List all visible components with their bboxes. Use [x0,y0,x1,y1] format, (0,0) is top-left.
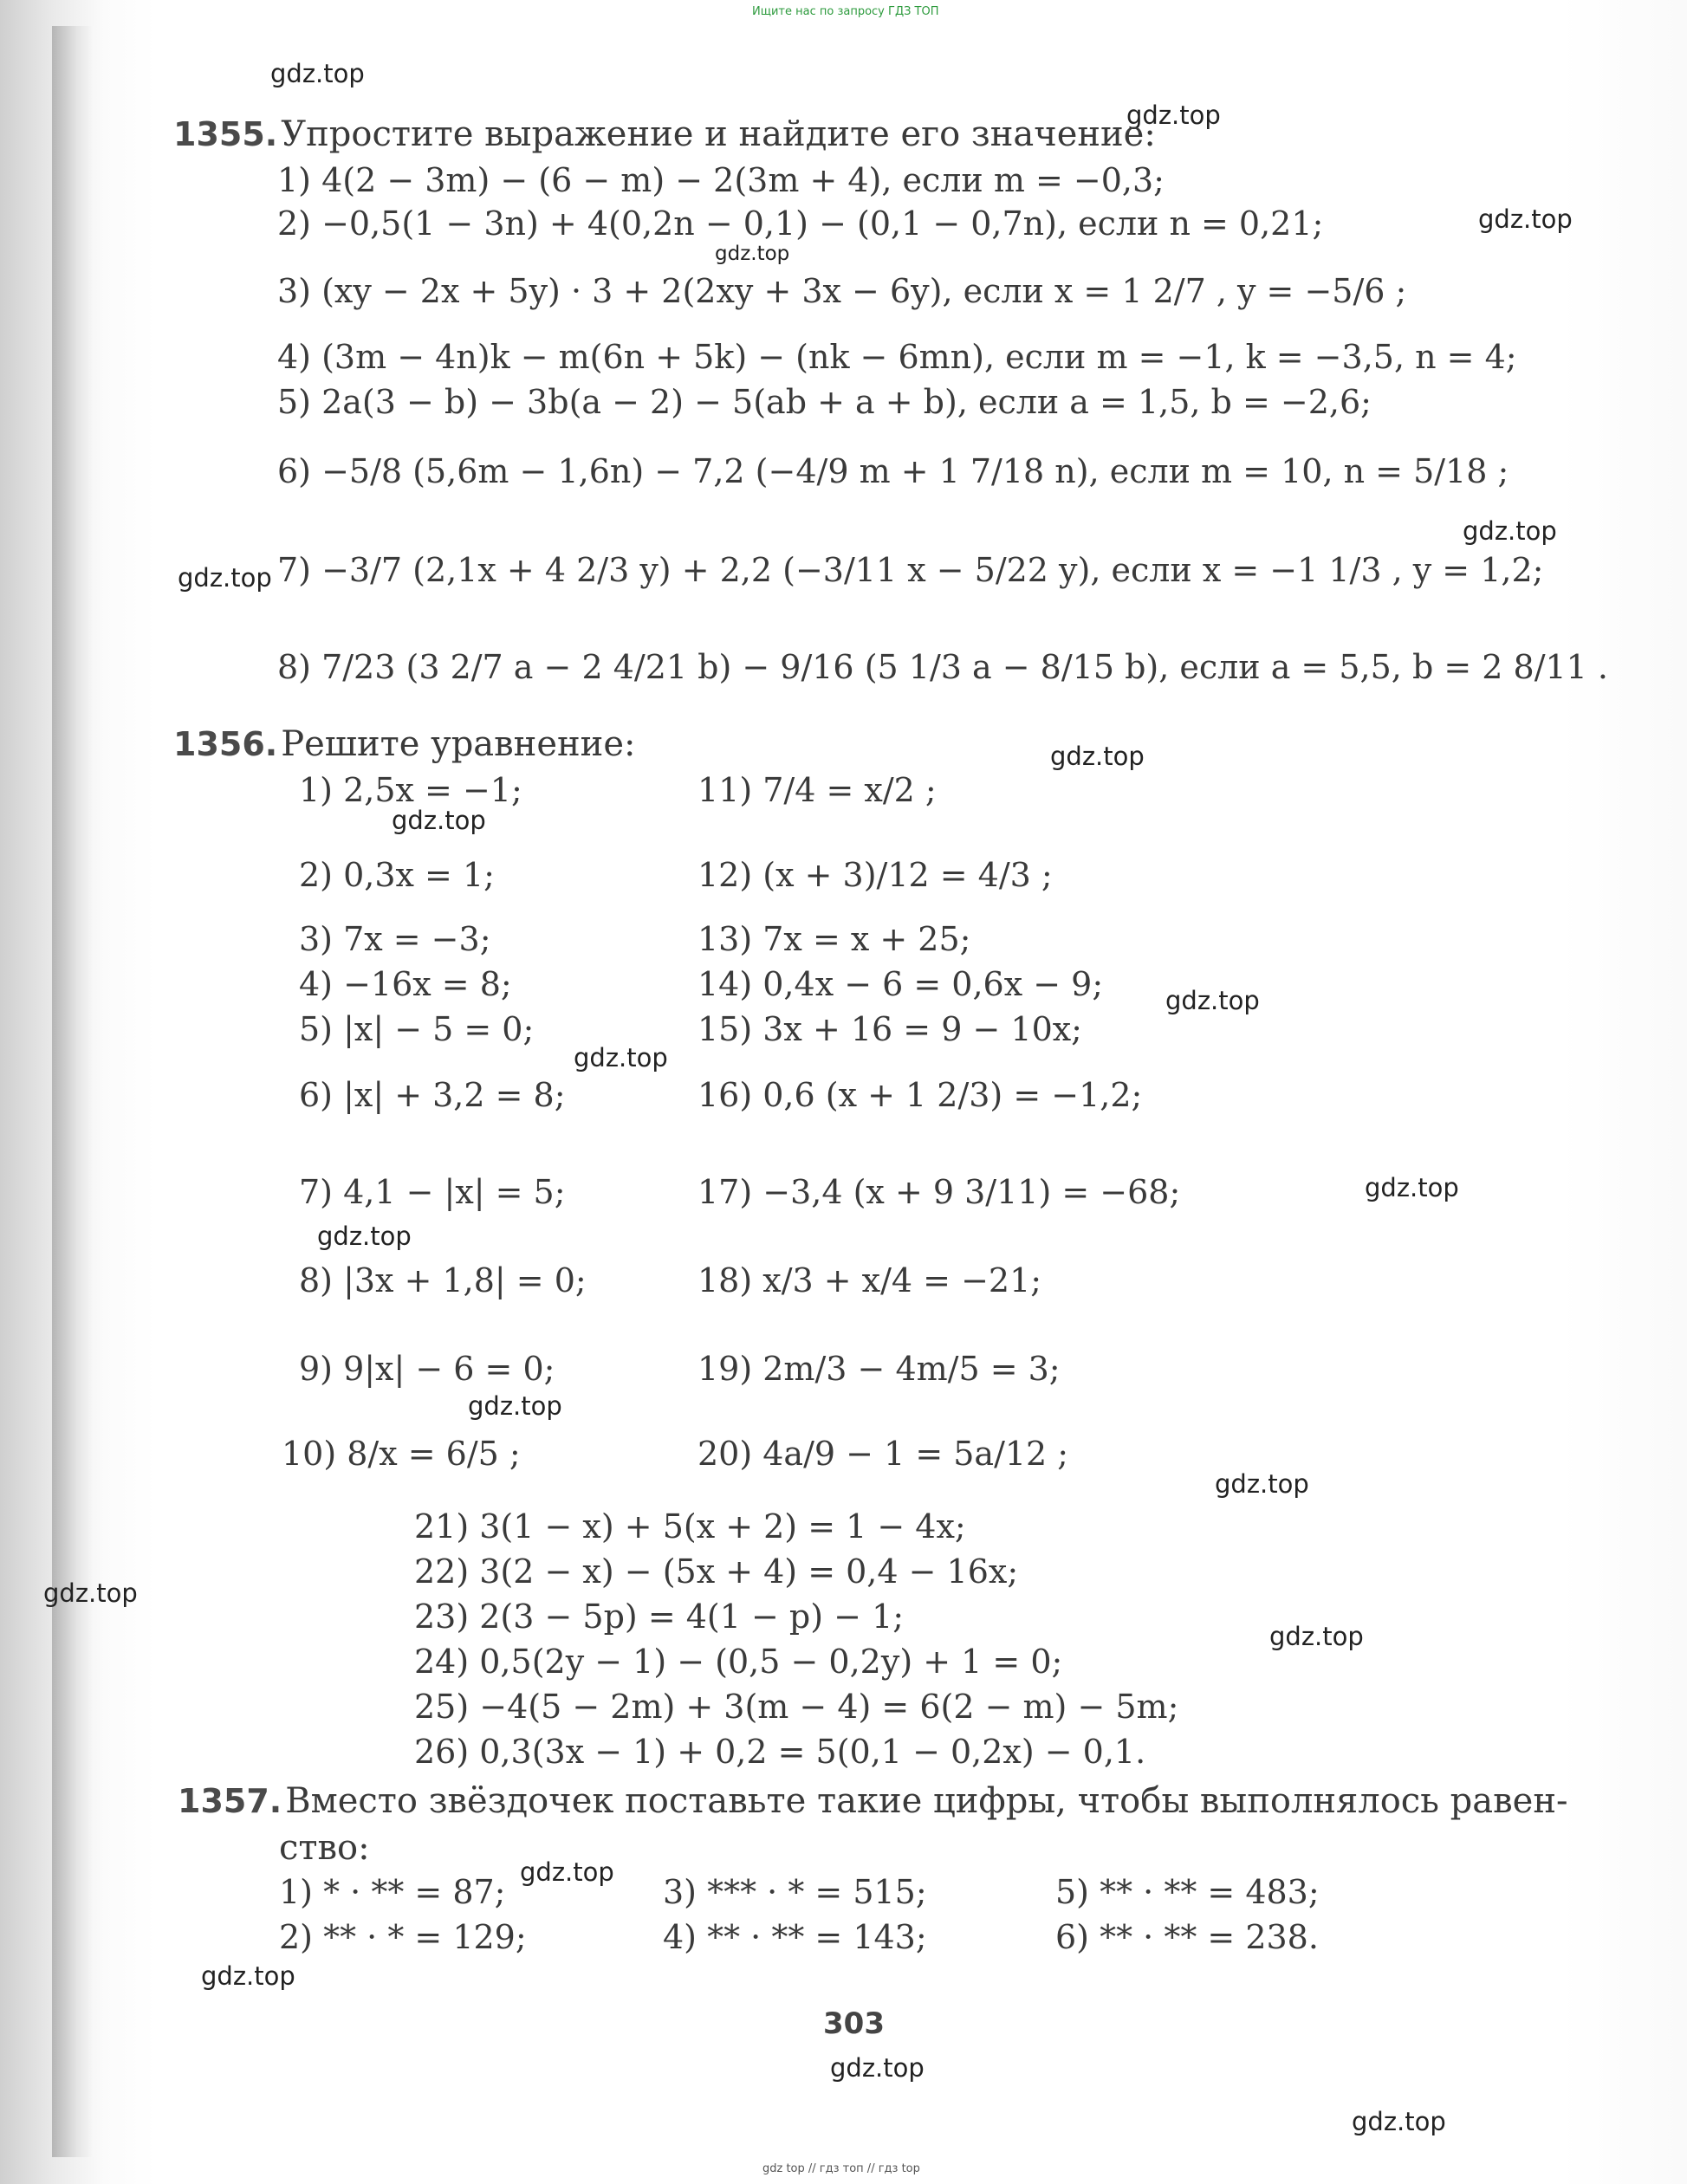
problem-title: Решите уравнение: [281,724,636,764]
problem-item: 3) (xy − 2x + 5y) · 3 + 2(2xy + 3x − 6y), если x = 1 2/7 , y = −5/6 ; [277,272,1407,310]
digit-puzzle: 4) ** · ** = 143; [663,1918,927,1956]
watermark: gdz.top [830,2053,925,2083]
equation: 14) 0,4x − 6 = 0,6x − 9; [698,965,1104,1003]
equation: 7) 4,1 − |x| = 5; [299,1173,566,1211]
equation: 5) |x| − 5 = 0; [299,1010,535,1048]
digit-puzzle: 6) ** · ** = 238. [1055,1918,1319,1956]
problem-1355-header [173,114,1156,154]
equation: 24) 0,5(2y − 1) − (0,5 − 0,2y) + 1 = 0; [414,1643,1063,1681]
equation: 2) 0,3x = 1; [299,856,495,894]
watermark: gdz.top [520,1857,614,1887]
equation: 6) |x| + 3,2 = 8; [299,1076,566,1114]
equation: 12) (x + 3)/12 = 4/3 ; [698,856,1053,894]
digit-puzzle: 3) *** · * = 515; [663,1873,927,1911]
watermark: gdz.top [201,1961,295,1991]
watermark: gdz.top [468,1391,562,1421]
problem-title: Упростите выражение и найдите его значение: [281,114,1156,154]
problem-1357-header [178,1781,1568,1821]
equation: 13) 7x = x + 25; [698,920,971,958]
problem-item: 7) −3/7 (2,1x + 4 2/3 y) + 2,2 (−3/11 x − 5/22 y), если x = −1 1/3 , y = 1,2; [277,551,1544,589]
equation: 22) 3(2 − x) − (5x + 4) = 0,4 − 16x; [414,1552,1019,1591]
equation: 1) 2,5x = −1; [299,771,522,809]
equation: 17) −3,4 (x + 9 3/11) = −68; [698,1173,1181,1211]
equation: 4) −16x = 8; [299,965,512,1003]
watermark: gdz.top [43,1578,138,1608]
watermark: gdz.top [1165,986,1260,1015]
digit-puzzle: 1) * · ** = 87; [279,1873,506,1911]
footer-note: gdz top // гдз топ // гдз top [762,2162,920,2175]
watermark: gdz.top [715,243,790,265]
equation: 15) 3x + 16 = 9 − 10x; [698,1010,1082,1048]
book-spine-shadow [52,26,94,2157]
watermark: gdz.top [1463,516,1557,546]
watermark: gdz.top [1269,1622,1364,1651]
problem-title-continued: ство: [279,1828,370,1868]
watermark: gdz.top [392,806,486,835]
watermark: gdz.top [317,1222,412,1251]
watermark: gdz.top [270,59,365,88]
watermark: gdz.top [1215,1469,1309,1499]
problem-item: 6) −5/8 (5,6m − 1,6n) − 7,2 (−4/9 m + 1 7/18 n), если m = 10, n = 5/18 ; [277,452,1509,490]
problem-number: 1356. [173,725,278,763]
problem-number: 1355. [173,115,278,153]
equation: 11) 7/4 = x/2 ; [698,771,937,809]
equation: 8) |3x + 1,8| = 0; [299,1261,587,1299]
watermark: gdz.top [1050,742,1145,771]
problem-number: 1357. [178,1782,282,1820]
equation: 21) 3(1 − x) + 5(x + 2) = 1 − 4x; [414,1507,966,1546]
equation: 25) −4(5 − 2m) + 3(m − 4) = 6(2 − m) − 5m; [414,1688,1179,1726]
problem-item: 1) 4(2 − 3m) − (6 − m) − 2(3m + 4), если m = −0,3; [277,161,1165,199]
equation: 16) 0,6 (x + 1 2/3) = −1,2; [698,1076,1143,1114]
equation: 3) 7x = −3; [299,920,491,958]
equation: 18) x/3 + x/4 = −21; [698,1261,1042,1299]
equation: 19) 2m/3 − 4m/5 = 3; [698,1350,1061,1388]
problem-1356-header [173,724,635,764]
watermark: gdz.top [574,1043,668,1073]
equation: 26) 0,3(3x − 1) + 0,2 = 5(0,1 − 0,2x) − 0,1. [414,1733,1146,1771]
equation: 23) 2(3 − 5p) = 4(1 − p) − 1; [414,1597,905,1636]
digit-puzzle: 2) ** · * = 129; [279,1918,527,1956]
equation: 9) 9|x| − 6 = 0; [299,1350,555,1388]
watermark: gdz.top [1126,100,1221,130]
digit-puzzle: 5) ** · ** = 483; [1055,1873,1320,1911]
equation: 10) 8/x = 6/5 ; [282,1435,521,1473]
problem-item: 2) −0,5(1 − 3n) + 4(0,2n − 0,1) − (0,1 − 0,7n), если n = 0,21; [277,204,1324,243]
equation: 20) 4a/9 − 1 = 5a/12 ; [698,1435,1069,1473]
page-number: 303 [823,2006,885,2041]
watermark: gdz.top [1365,1173,1459,1202]
problem-item: 8) 7/23 (3 2/7 a − 2 4/21 b) − 9/16 (5 1/3 a − 8/15 b), если a = 5,5, b = 2 8/11 . [277,648,1609,686]
problem-item: 4) (3m − 4n)k − m(6n + 5k) − (nk − 6mn), если m = −1, k = −3,5, n = 4; [277,338,1517,376]
watermark: gdz.top [178,563,272,593]
problem-title: Вместо звёздочек поставьте такие цифры, чтобы выполнялось равен- [285,1781,1568,1821]
header-note: Ищите нас по запросу ГДЗ ТОП [752,5,939,18]
watermark: gdz.top [1352,2107,1446,2136]
problem-item: 5) 2a(3 − b) − 3b(a − 2) − 5(ab + a + b), если a = 1,5, b = −2,6; [277,383,1372,421]
watermark: gdz.top [1478,204,1573,234]
